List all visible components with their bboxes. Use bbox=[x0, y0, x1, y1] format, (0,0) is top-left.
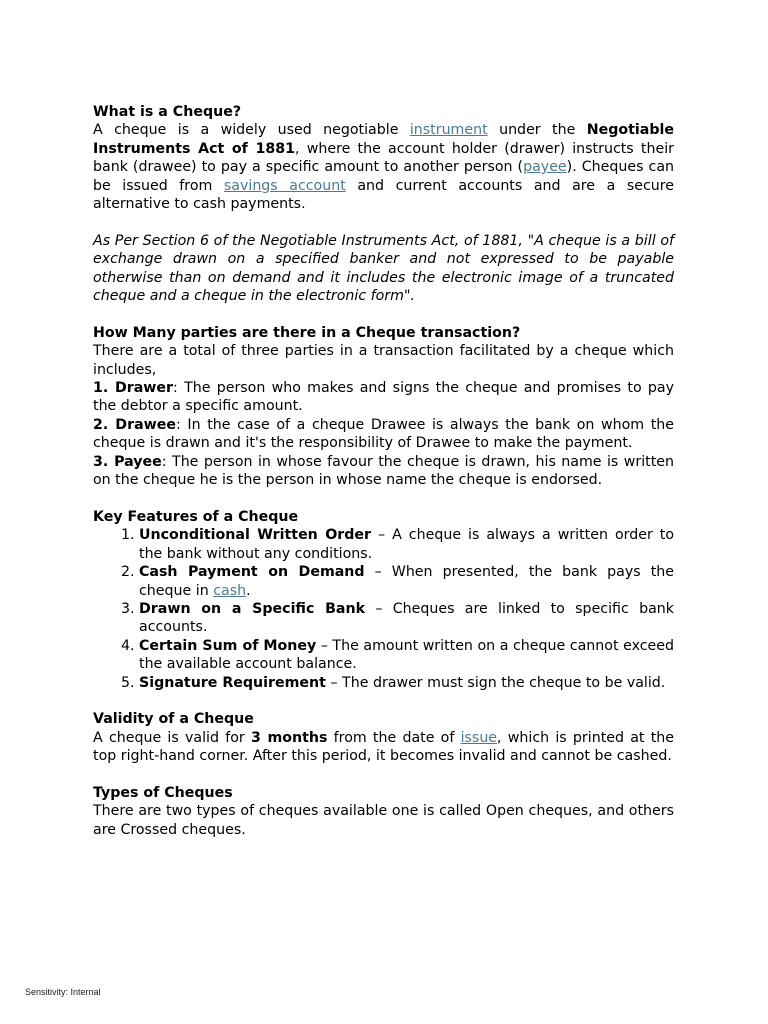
party-drawee: 2. Drawee: In the case of a cheque Drawee is always the bank on whom the cheque is drawn and it's the responsibility of Drawee to make the payment. bbox=[93, 416, 674, 452]
cash-link[interactable]: cash bbox=[213, 582, 247, 599]
section-6-quote: As Per Section 6 of the Negotiable Instruments Act, of 1881, "A cheque is a bill of exchange drawn on a specified banker and not expressed to be payable otherwise than on demand and it includes the electronic image of a truncated cheque and a cheque in the electronic form". bbox=[93, 232, 674, 305]
sensitivity-label: Sensitivity: Internal bbox=[25, 987, 101, 997]
types-paragraph: There are two types of cheques available one is called Open cheques, and others are Crossed cheques. bbox=[93, 803, 674, 838]
party-drawer: 1. Drawer: The person who makes and signs the cheque and promises to pay the debtor a specific amount. bbox=[93, 380, 674, 415]
list-item: 5. Signature Requirement – The drawer must sign the cheque to be valid. bbox=[139, 674, 674, 692]
list-item: 4. Certain Sum of Money – The amount written on a cheque cannot exceed the available account balance. bbox=[139, 637, 674, 674]
heading-validity: Validity of a Cheque bbox=[93, 711, 254, 728]
list-item: 2. Cash Payment on Demand – When presented, the bank pays the cheque in cash. bbox=[139, 563, 674, 600]
list-item: 3. Drawn on a Specific Bank – Cheques are linked to specific bank accounts. bbox=[139, 600, 674, 637]
key-features-list bbox=[93, 526, 674, 692]
parties-intro: There are a total of three parties in a transaction facilitated by a cheque which includes, bbox=[93, 343, 674, 378]
heading-what-is-cheque: What is a Cheque? bbox=[93, 104, 242, 120]
heading-types: Types of Cheques bbox=[93, 784, 233, 801]
issue-link[interactable]: issue bbox=[460, 729, 498, 746]
validity-paragraph: A cheque is valid for 3 months from the date of issue, which is printed at the top right-hand corner. After this period, it becomes invalid and cannot be cashed. bbox=[93, 729, 674, 765]
cheque-definition-paragraph: A cheque is a widely used negotiable instrument under the Negotiable Instruments Act of 1881, where the account holder (drawer) instructs their bank (drawee) to pay a specific amount to another person (payee). Cheques can be issued from savings account and current accounts and are a secure alternative to cash payments. bbox=[93, 122, 674, 213]
act-name: Negotiable Instruments Act of 1881 bbox=[93, 122, 674, 157]
document-body bbox=[93, 103, 674, 839]
payee-link[interactable]: payee bbox=[523, 159, 567, 176]
heading-key-features: Key Features of a Cheque bbox=[93, 508, 299, 525]
instrument-link[interactable]: instrument bbox=[409, 122, 488, 139]
savings-account-link[interactable]: savings account bbox=[223, 177, 346, 194]
list-item: 1. Unconditional Written Order – A cheque is always a written order to the bank without any conditions. bbox=[139, 526, 674, 563]
heading-parties: How Many parties are there in a Cheque transaction? bbox=[93, 324, 521, 341]
party-payee: 3. Payee: The person in whose favour the cheque is drawn, his name is written on the cheque he is the person in whose name the cheque is endorsed. bbox=[93, 453, 674, 489]
